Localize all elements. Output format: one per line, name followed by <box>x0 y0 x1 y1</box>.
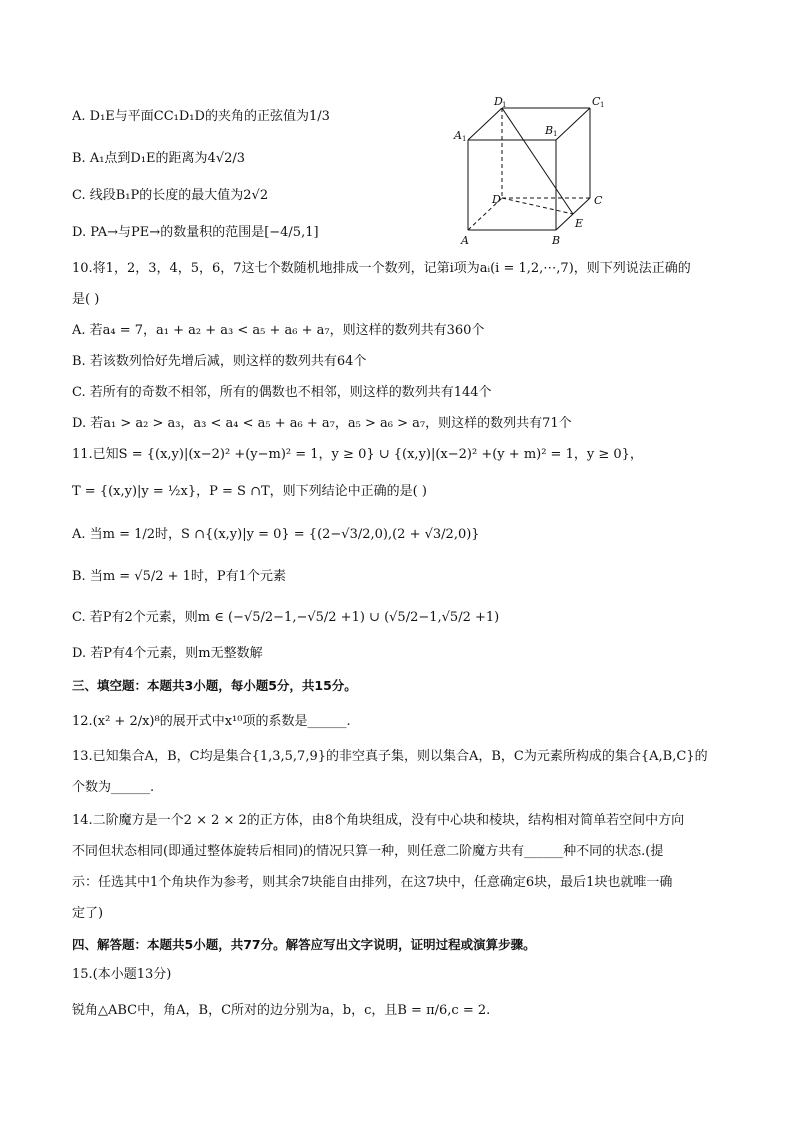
label-e: E <box>575 217 584 230</box>
q14-line2: 不同但状态相同(即通过整体旋转后相同)的情况只算一种，则任意二阶魔方共有______种不同的状态.(提 <box>72 844 664 859</box>
q11-option-b: B. 当m = √5/2 + 1时，P有1个元素 <box>72 569 286 584</box>
q13-line2: 个数为______. <box>72 780 155 795</box>
q15-title: 15.(本小题13分) <box>72 967 172 982</box>
label-a1-sub: 1 <box>462 135 467 143</box>
label-c: C <box>594 194 603 207</box>
q10-option-c: C. 若所有的奇数不相邻，所有的偶数也不相邻，则这样的数列共有144个 <box>72 385 492 400</box>
q9-option-b: B. A₁点到D₁E的距离为4√2/3 <box>72 151 246 166</box>
q11-stem-line2: T = {(x,y)|y = ½x}，P = S ∩T，则下列结论中正确的是( ) <box>72 484 427 499</box>
label-a1: A <box>454 129 462 142</box>
edge-b1c1 <box>556 108 590 140</box>
label-c1: C <box>592 95 601 108</box>
segment-de-hidden <box>502 198 573 214</box>
label-b: B <box>552 234 561 247</box>
q14-line4: 定了) <box>72 906 104 921</box>
label-d: D <box>492 193 501 206</box>
q10-option-d: D. 若a₁ > a₂ > a₃，a₃ < a₄ < a₅ + a₆ + a₇，a₅ > a₆ > a₇，则这样的数列共有71个 <box>72 416 572 431</box>
edge-a1d1 <box>468 108 502 140</box>
q10-option-a: A. 若a₄ = 7，a₁ + a₂ + a₃ < a₅ + a₆ + a₇，则这样的数列共有360个 <box>72 323 485 338</box>
label-b1: B <box>545 124 554 137</box>
section3-heading: 三、填空题：本题共3小题，每小题5分，共15分。 <box>72 678 357 693</box>
q10-stem-line1: 10.将1，2，3，4，5，6，7这七个数随机地排成一个数列，记第i项为aᵢ(i = 1,2,⋯,7)，则下列说法正确的 <box>72 261 691 276</box>
q9-option-c: C. 线段B₁P的长度的最大值为2√2 <box>72 188 269 203</box>
cube-figure <box>452 92 622 252</box>
q13-line1: 13.已知集合A，B，C均是集合{1,3,5,7,9}的非空真子集，则以集合A，B，C为元素所构成的集合{A,B,C}的 <box>72 749 708 764</box>
label-b1-sub: 1 <box>553 130 558 138</box>
q9-option-a: A. D₁E与平面CC₁D₁D的夹角的正弦值为1/3 <box>72 109 330 124</box>
q15-text: 锐角△ABC中，角A，B，C所对的边分别为a，b，c，且B = π/6,c = 2. <box>72 1003 491 1018</box>
q10-stem-line2: 是( ) <box>72 292 100 307</box>
q14-line3: 示：任选其中1个角块作为参考，则其余7块能自由排列，在这7块中，任意确定6块，最后1块也就唯一确 <box>72 875 673 890</box>
q11-option-c: C. 若P有2个元素，则m ∈ (−√5/2−1,−√5/2 +1) ∪ (√5/2−1,√5/2 +1) <box>72 610 500 625</box>
label-c1-sub: 1 <box>600 101 605 109</box>
label-a: A <box>461 234 469 247</box>
section4-heading: 四、解答题：本题共5小题，共77分。解答应写出文字说明，证明过程或演算步骤。 <box>72 937 536 952</box>
q14-line1: 14.二阶魔方是一个2 × 2 × 2的正方体，由8个角块组成，没有中心块和棱块，结构相对简单若空间中方向 <box>72 813 685 828</box>
q11-option-a: A. 当m = 1/2时，S ∩{(x,y)|y = 0} = {(2−√3/2,0),(2 + √3/2,0)} <box>72 527 480 542</box>
label-d1-sub: 1 <box>502 101 507 109</box>
label-d1: D <box>494 95 503 108</box>
q10-option-b: B. 若该数列恰好先增后减，则这样的数列共有64个 <box>72 354 367 369</box>
q12-text: 12.(x² + 2/x)⁸的展开式中x¹⁰项的系数是______. <box>72 714 351 729</box>
q11-option-d: D. 若P有4个元素，则m无整数解 <box>72 646 263 661</box>
q11-stem-line1: 11.已知S = {(x,y)|(x−2)² +(y−m)² = 1，y ≥ 0} ∪ {(x,y)|(x−2)² +(y + m)² = 1，y ≥ 0}， <box>72 447 643 462</box>
q9-option-d: D. PA→与PE→的数量积的范围是[−4/5,1] <box>72 225 319 240</box>
